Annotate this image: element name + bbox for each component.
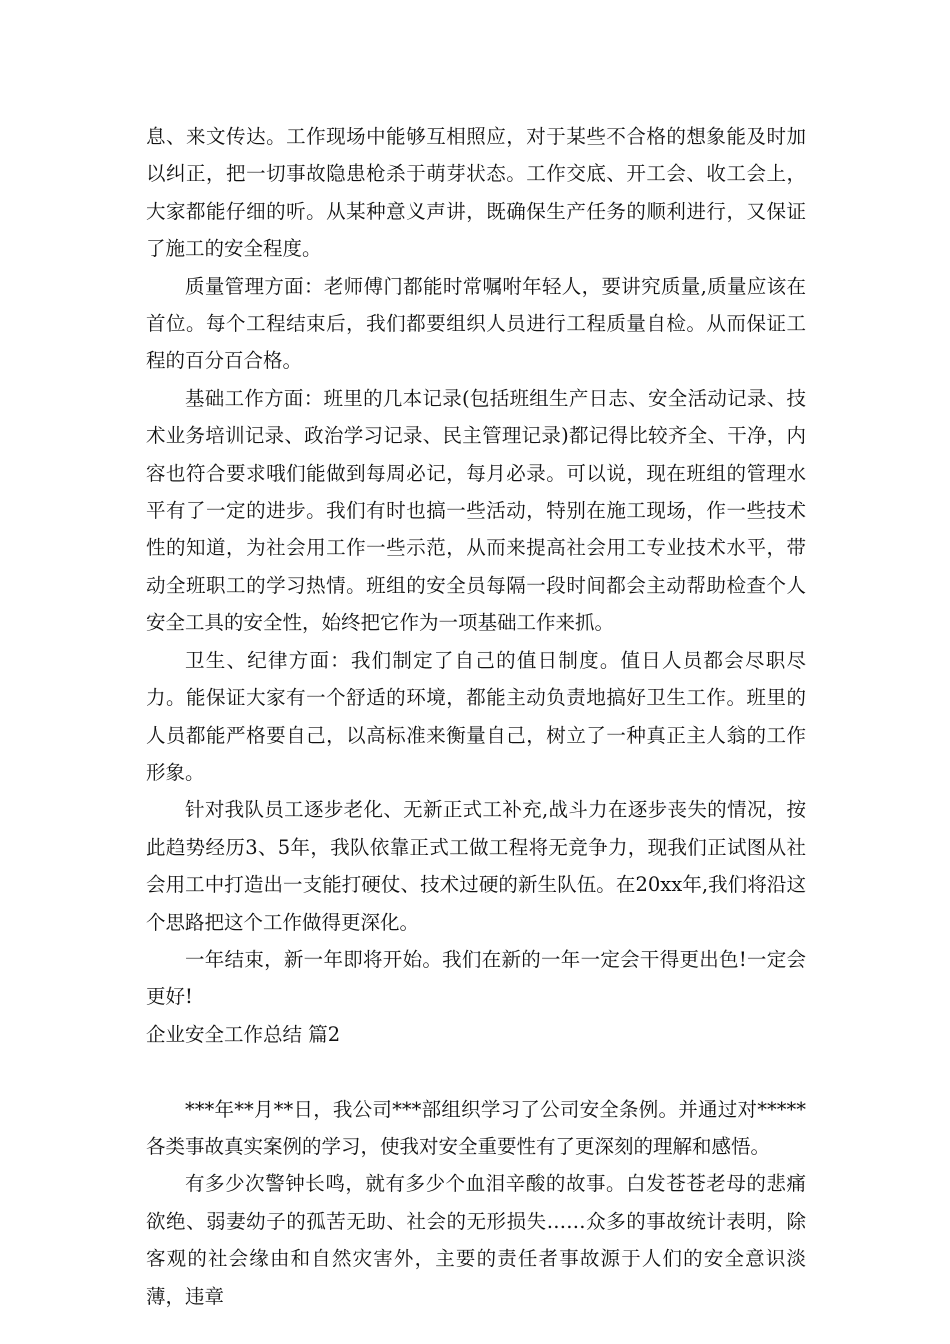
paragraph-continuation: 息、来文传达。工作现场中能够互相照应，对于某些不合格的想象能及时加以纠正，把一切事故隐患枪杀于萌芽状态。工作交底、开工会、收工会上，大家都能仔细的听。从某种意义声讲，既确保生产任务的顺利进行，又保证了施工的安全程度。 [146, 125, 806, 261]
paragraph-study-regulations: ***年**月**日，我公司***部组织学习了公司安全条例。并通过对*****各类事故真实案例的学习，使我对安全重要性有了更深刻的理解和感悟。 [146, 1097, 806, 1158]
paragraph-hygiene-discipline: 卫生、纪律方面：我们制定了自己的值日制度。值日人员都会尽职尽力。能保证大家有一个舒适的环境，都能主动负责地搞好卫生工作。班里的人员都能严格要自己，以高标准来衡量自己，树立了一种真正主人翁的工作形象。 [146, 648, 806, 784]
paragraph-quality-management: 质量管理方面：老师傅门都能时常嘱咐年轻人，要讲究质量,质量应该在首位。每个工程结束后，我们都要组织人员进行工程质量自检。从而保证工程的百分百合格。 [146, 274, 806, 373]
paragraph-team-aging: 针对我队员工逐步老化、无新正式工补充,战斗力在逐步丧失的情况，按此趋势经历3、5年，我队依靠正式工做工程将无竞争力，现我们正试图从社会用工中打造出一支能打硬仗、技术过硬的新生队伍。在20xx年,我们将沿这个思路把这个工作做得更深化。 [146, 798, 806, 934]
section-spacer [146, 1053, 806, 1090]
paragraph-alarm-bells: 有多少次警钟长鸣，就有多少个血泪辛酸的故事。白发苍苍老母的悲痛欲绝、弱妻幼子的孤苦无助、社会的无形损失……众多的事故统计表明，除客观的社会缘由和自然灾害外，主要的责任者事故源于人们的安全意识淡薄，违章 [146, 1172, 806, 1308]
paragraph-year-end: 一年结束，新一年即将开始。我们在新的一年一定会干得更出色!一定会更好! [146, 947, 806, 1009]
paragraph-basic-work: 基础工作方面：班里的几本记录(包括班组生产日志、安全活动记录、技术业务培训记录、政治学习记录、民主管理记录)都记得比较齐全、干净，内容也符合要求哦们能做到每周必记，每月必录。可以说，现在班组的管理水平有了一定的进步。我们有时也搞一些活动，特别在施工现场，作一些技术性的知道，为社会用工作一些示范，从而来提高社会用工专业技术水平，带动全班职工的学习热情。班组的安全员每隔一段时间都会主动帮助检查个人安全工具的安全性，始终把它作为一项基础工作来抓。 [146, 386, 806, 635]
document-body [146, 118, 806, 1315]
section-heading: 企业安全工作总结 篇2 [146, 1022, 341, 1046]
